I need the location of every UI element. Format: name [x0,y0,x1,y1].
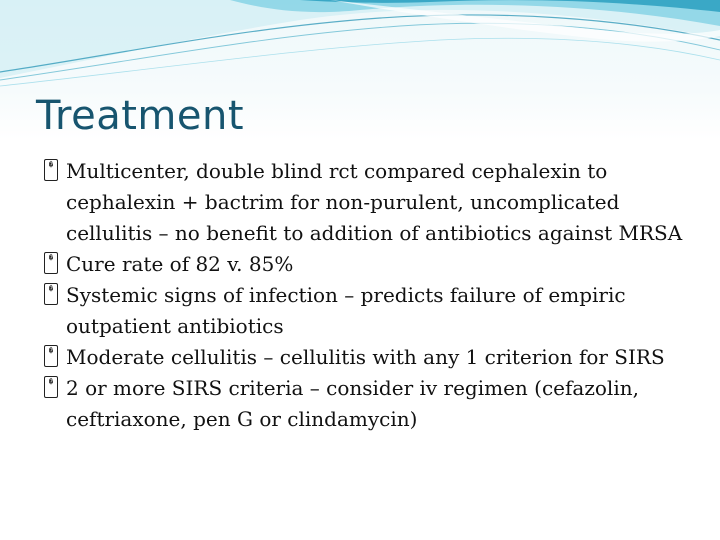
bullet-text: Moderate cellulitis – cellulitis with any 1 criterion for SIRS [66,345,665,369]
bullet-text: Systemic signs of infection – predicts failure of empiric outpatient antibiotics [66,283,626,338]
slide-title: Treatment [36,93,245,139]
missing-glyph-bullet-icon: � [44,283,58,305]
missing-glyph-bullet-icon: � [44,376,58,398]
bullet-item [44,156,694,249]
bullet-list [44,156,694,435]
header-wave-decoration [0,0,720,90]
bullet-item [44,342,694,373]
missing-glyph-bullet-icon: � [44,345,58,367]
missing-glyph-bullet-icon: � [44,159,58,181]
bullet-text: Multicenter, double blind rct compared cephalexin to cephalexin + bactrim for non-purulent, uncomplicated cellulitis – no benefit to addition of antibiotics against MRSA [66,159,683,245]
bullet-item [44,249,694,280]
missing-glyph-bullet-icon: � [44,252,58,274]
bullet-text: Cure rate of 82 v. 85% [66,252,294,276]
bullet-text: 2 or more SIRS criteria – consider iv regimen (cefazolin, ceftriaxone, pen G or clindamycin) [66,376,639,431]
bullet-item [44,280,694,342]
bullet-item [44,373,694,435]
